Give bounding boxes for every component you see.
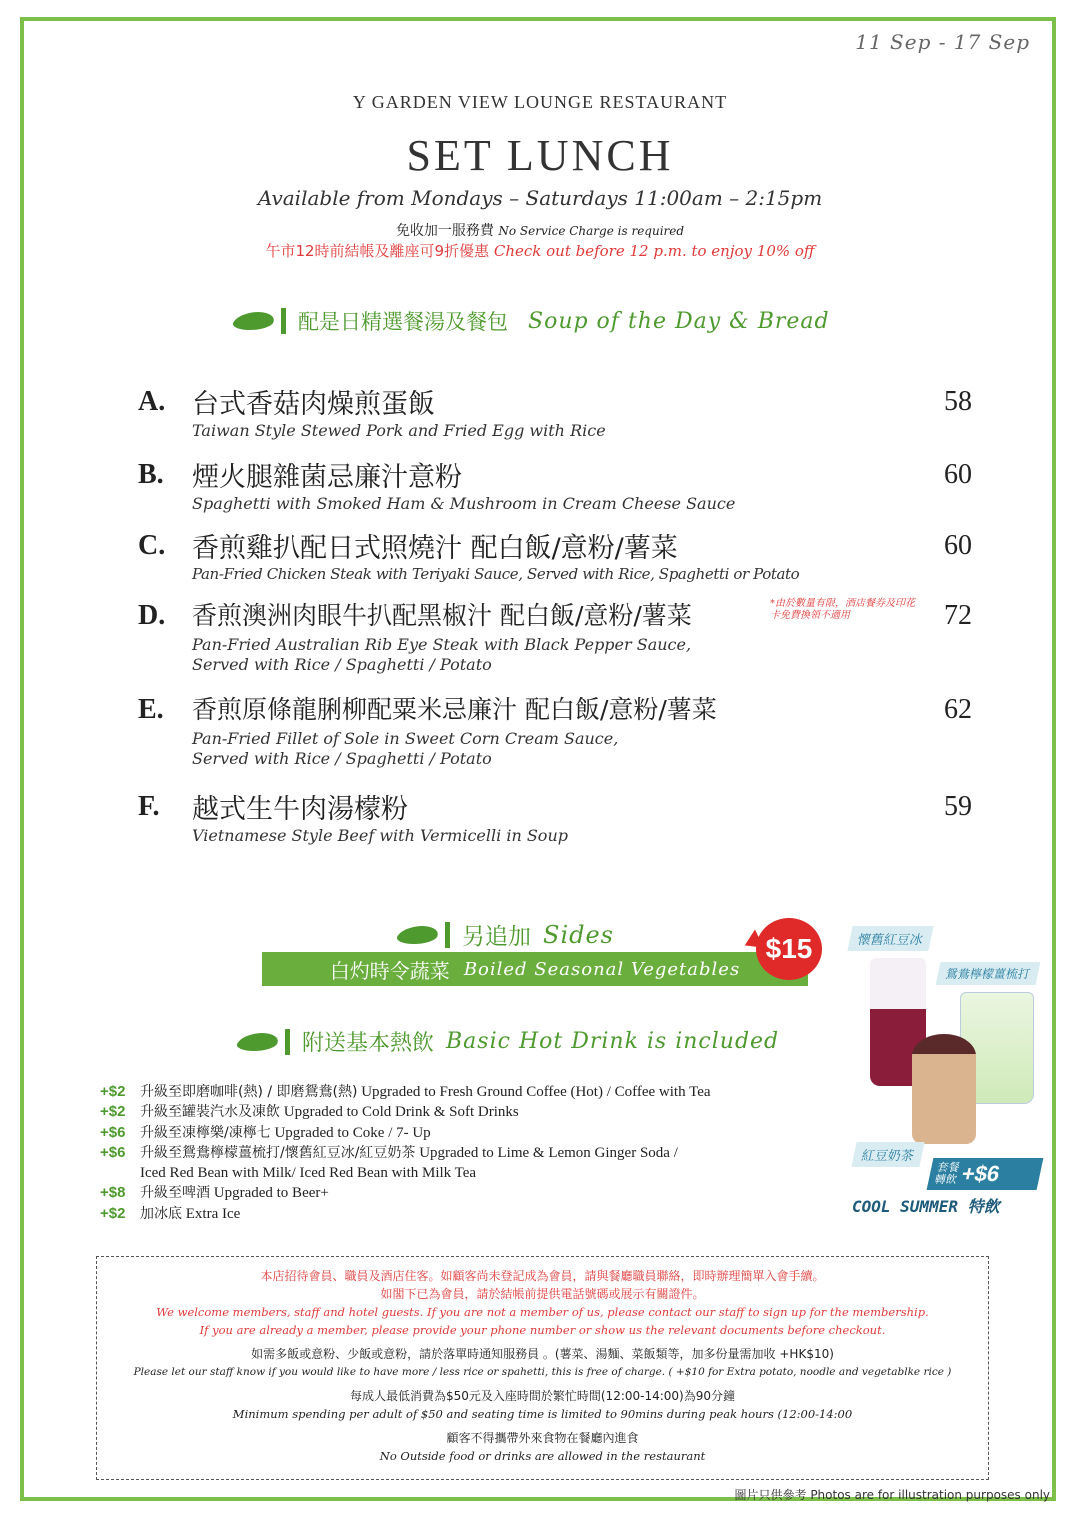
sides-item-en: Boiled Seasonal Vegetables <box>463 958 741 980</box>
upgrade-en: Iced Red Bean with Milk/ Iced Red Bean with Milk Tea <box>140 1165 477 1182</box>
sides-heading-en: Sides <box>543 920 614 949</box>
item-price: 72 <box>944 600 972 631</box>
sides-item-cn: 白灼時令蔬菜 <box>329 958 450 983</box>
item-price: 60 <box>944 459 972 490</box>
upgrade-en: Upgraded to Coke / 7- Up <box>274 1124 431 1141</box>
set-drink-price: +$6 <box>959 1161 1003 1186</box>
upgrade-row <box>100 1082 860 1102</box>
upgrade-price: +$2 <box>100 1083 126 1100</box>
item-price: 58 <box>944 386 972 417</box>
promo-tag-milk-tea: 紅豆奶茶 <box>851 1142 924 1167</box>
photo-disclaimer: 圖片只供參考 Photos are for illustration purposes only <box>734 1488 1050 1502</box>
upgrade-row <box>100 1143 860 1163</box>
upgrade-en: Upgraded to Beer+ <box>213 1185 329 1202</box>
upgrade-list <box>100 1082 860 1224</box>
item-name-cn: 台式香菇肉燥煎蛋飯 <box>192 389 435 420</box>
soup-heading-cn: 配是日精選餐湯及餐包 <box>298 310 508 334</box>
sides-price-badge: $15 <box>756 918 822 980</box>
menu-item-a <box>138 382 978 442</box>
upgrade-cn: 加冰底 <box>140 1205 182 1222</box>
item-letter: D. <box>138 600 166 631</box>
item-name-en-line1: Pan-Fried Australian Rib Eye Steak with Black Pepper Sauce, <box>192 635 692 654</box>
menu-item-c <box>138 526 978 586</box>
notice-line: 每成人最低消費為$50元及入座時間於繁忙時間(12:00-14:00)為90分鐘 <box>349 1389 736 1403</box>
upgrade-en: Upgraded to Fresh Ground Coffee (Hot) / Coffee with Tea <box>361 1084 711 1100</box>
notice-line: Please let our staff know if you would like to have more / less rice or spahetti, this is free of charge. ( +$10 for Extra potato, noodle and vegetablke rice ) <box>133 1366 952 1378</box>
item-name-cn: 香煎原條龍脷柳配粟米忌廉汁 配白飯/意粉/薯菜 <box>192 695 717 724</box>
upgrade-row <box>100 1183 860 1203</box>
drinks-promo <box>850 922 1050 1222</box>
item-name-en-line1: Pan-Fried Fillet of Sole in Sweet Corn Cream Sauce, <box>192 729 619 748</box>
item-letter: F. <box>138 791 160 822</box>
upgrade-row <box>100 1204 860 1224</box>
upgrade-price: +$8 <box>100 1184 126 1202</box>
cool-summer-title: COOL SUMMER 特飲 <box>852 1197 1000 1216</box>
upgrade-price: +$6 <box>100 1123 126 1141</box>
upgrade-cn: 升級至凍檸樂/凍檸七 <box>140 1124 271 1141</box>
sides-heading <box>398 918 614 951</box>
discount-note <box>0 240 1080 261</box>
notice-line: Minimum spending per adult of $50 and seating time is limited to 90mins during peak hours (12:00-14:00 <box>232 1407 853 1421</box>
upgrade-price: +$2 <box>100 1103 126 1121</box>
notice-line: 本店招待會員、職員及酒店住客。如顧客尚未登記成為會員，請與餐廳職員聯絡，即時辦理簡單入會手續。 <box>260 1269 825 1283</box>
service-charge-note <box>0 220 1080 240</box>
item-letter: B. <box>138 459 164 490</box>
restaurant-name: Y GARDEN VIEW LOUNGE RESTAURANT <box>352 92 728 112</box>
item-price: 59 <box>944 791 972 822</box>
leaf-icon <box>234 310 286 332</box>
item-name-en: Spaghetti with Smoked Ham & Mushroom in Cream Cheese Sauce <box>192 494 736 513</box>
notice-line: If you are already a member, please provide your phone number or show us the relevant documents before checkout. <box>199 1323 886 1337</box>
notice-line: 顧客不得攜帶外來食物在餐廳內進食 <box>446 1431 639 1445</box>
item-letter: E. <box>138 694 164 725</box>
upgrade-row <box>100 1163 860 1183</box>
upgrade-cn: 升級至即磨咖啡(熱) / 即磨鴛鴦(熱) <box>140 1084 358 1100</box>
upgrade-row <box>100 1102 860 1122</box>
page-title: SET LUNCH <box>406 131 674 180</box>
item-price: 60 <box>944 530 972 561</box>
sides-heading-cn: 另追加 <box>462 924 531 950</box>
discount-en: Check out before 12 p.m. to enjoy 10% off <box>493 242 815 260</box>
leaf-icon <box>238 1031 290 1053</box>
soup-heading-en: Soup of the Day & Bread <box>528 308 830 334</box>
upgrade-en: Upgraded to Cold Drink & Soft Drinks <box>283 1104 519 1121</box>
menu-item-b <box>138 455 978 515</box>
upgrade-price: +$6 <box>100 1143 126 1161</box>
notice-line: 如需多飯或意粉、少飯或意粉，請於落單時通知服務員 。(薯菜、湯麵、菜飯類等，加多份量需加收 +HK$10) <box>251 1347 834 1361</box>
item-price: 62 <box>944 694 972 725</box>
item-name-en-line2: Served with Rice / Spaghetti / Potato <box>192 655 492 674</box>
upgrade-cn: 升級至罐裝汽水及凍飲 <box>140 1104 280 1121</box>
promo-tag-lemon-soda: 鴛鴦檸檬薑梳打 <box>936 962 1041 985</box>
upgrade-en: Extra Ice <box>185 1205 241 1222</box>
menu-item-f <box>138 787 978 847</box>
upgrade-en: Upgraded to Lime & Lemon Ginger Soda / <box>419 1144 678 1161</box>
item-name-cn: 香煎雞扒配日式照燒汁 配白飯/意粉/薯菜 <box>192 533 678 564</box>
drinks-section-heading <box>238 1026 779 1057</box>
notice-line: 如閣下已為會員，請於結帳前提供電話號碼或展示有關證件。 <box>380 1287 705 1301</box>
upgrade-cn: 升級至啤酒 <box>140 1185 210 1202</box>
item-name-cn: 煙火腿雜菌忌廉汁意粉 <box>192 462 462 493</box>
service-charge-cn: 免收加一服務費 <box>395 223 494 239</box>
notice-line: We welcome members, staff and hotel guests. If you are not a member of us, please contact our staff to sign up for the membership. <box>156 1305 929 1319</box>
sides-item-bar <box>262 952 808 986</box>
availability-text: Available from Mondays – Saturdays 11:00am – 2:15pm <box>257 186 823 210</box>
discount-cn: 午市12時前結帳及離座可9折優惠 <box>265 242 490 260</box>
milk-tea-image <box>912 1034 976 1144</box>
upgrade-row <box>100 1123 860 1143</box>
item-name-cn: 香煎澳洲肉眼牛扒配黑椒汁 配白飯/意粉/薯菜 <box>192 601 692 630</box>
soup-section-heading <box>234 306 830 336</box>
date-range: 11 Sep - 17 Sep <box>855 30 1030 54</box>
item-note: *由於數量有限，酒店餐券及印花卡免費換領不適用 <box>770 598 915 621</box>
service-charge-en: No Service Charge is required <box>498 224 685 238</box>
item-name-en-line2: Served with Rice / Spaghetti / Potato <box>192 749 492 768</box>
upgrade-price: +$2 <box>100 1204 126 1222</box>
menu-item-e <box>138 690 978 770</box>
menu-item-d <box>138 596 978 676</box>
item-name-en: Taiwan Style Stewed Pork and Fried Egg with Rice <box>192 421 606 440</box>
leaf-icon <box>398 924 450 946</box>
drinks-heading-en: Basic Hot Drink is included <box>446 1029 780 1054</box>
upgrade-cn: 升級至鴛鴦檸檬薑梳打/懷舊紅豆冰/紅豆奶茶 <box>140 1144 416 1161</box>
set-drink-upgrade-badge <box>927 1158 1044 1190</box>
item-letter: C. <box>138 530 166 561</box>
item-name-en: Vietnamese Style Beef with Vermicelli in Soup <box>192 826 568 845</box>
drinks-heading-cn: 附送基本熱飲 <box>302 1031 435 1056</box>
notice-line: No Outside food or drinks are allowed in the restaurant <box>379 1449 706 1463</box>
set-drink-label: 套餐 轉飲 <box>933 1161 961 1186</box>
item-name-en: Pan-Fried Chicken Steak with Teriyaki Sauce, Served with Rice, Spaghetti or Potato <box>192 565 800 583</box>
promo-tag-red-bean-ice: 懷舊紅豆冰 <box>847 926 933 951</box>
item-letter: A. <box>138 386 166 417</box>
membership-notice <box>96 1256 989 1480</box>
item-name-cn: 越式生牛肉湯檬粉 <box>192 794 408 825</box>
